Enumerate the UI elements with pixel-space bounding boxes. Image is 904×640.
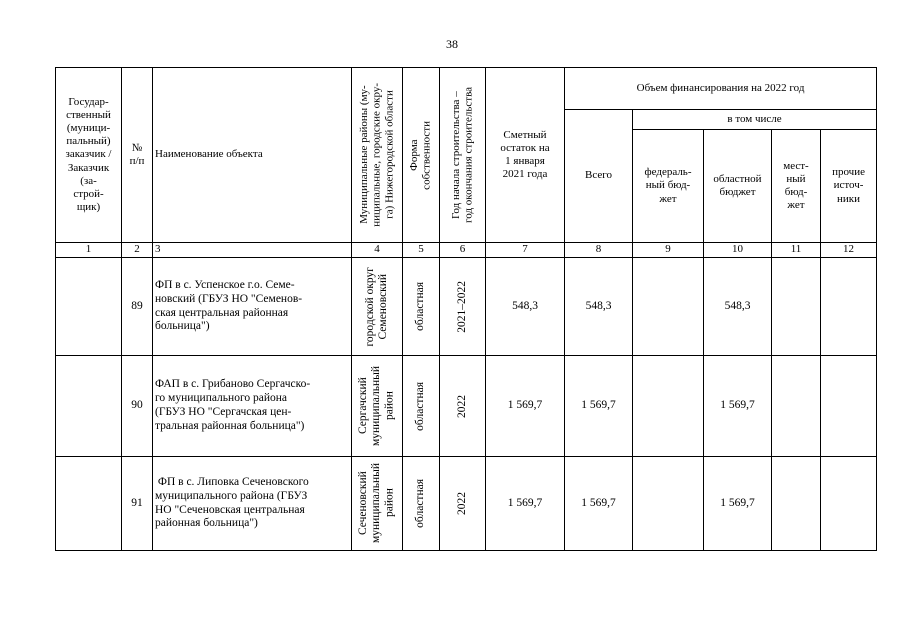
table-row	[56, 356, 877, 457]
col-number: 7	[486, 243, 565, 258]
col-number: 6	[440, 243, 486, 258]
cell-balance: 1 569,7	[486, 356, 565, 457]
cell-federal	[633, 457, 704, 551]
header-total: Всего	[565, 110, 633, 243]
cell-object-name: ФАП в с. Грибаново Сергачско- го муниципального района (ГБУЗ НО "Сергачская цен- тральная районная больница")	[153, 356, 352, 457]
cell-customer	[56, 356, 122, 457]
col-number: 2	[122, 243, 153, 258]
cell-balance: 548,3	[486, 258, 565, 356]
cell-regional: 1 569,7	[704, 457, 772, 551]
header-num: № п/п	[122, 68, 153, 243]
cell-num: 90	[122, 356, 153, 457]
cell-num: 91	[122, 457, 153, 551]
cell-customer	[56, 457, 122, 551]
col-number: 5	[403, 243, 440, 258]
cell-object-name: ФП в с. Липовка Сеченовского муниципального района (ГБУЗ НО "Сеченовская центральная районная больница")	[153, 457, 352, 551]
col-number: 11	[772, 243, 821, 258]
col-number: 8	[565, 243, 633, 258]
page-number: 38	[446, 37, 458, 51]
header-customer: Государ- ственный (муници- пальный) заказчик / Заказчик (за- строй- щик)	[56, 68, 122, 243]
cell-total: 548,3	[565, 258, 633, 356]
cell-balance: 1 569,7	[486, 457, 565, 551]
header-including: в том числе	[633, 110, 877, 130]
cell-customer	[56, 258, 122, 356]
col-number: 9	[633, 243, 704, 258]
column-numbers-row	[56, 243, 877, 258]
header-other: прочие источ- ники	[821, 130, 877, 243]
cell-years: 2022	[440, 457, 486, 551]
cell-federal	[633, 356, 704, 457]
financing-table	[55, 67, 877, 551]
cell-ownership: областная	[403, 258, 440, 356]
cell-district: Сеченовский муниципальный район	[352, 457, 403, 551]
cell-local	[772, 258, 821, 356]
cell-total: 1 569,7	[565, 457, 633, 551]
header-districts: Муниципальные районы (му- ниципальные, городские окру- га) Нижегородской области	[352, 68, 403, 243]
cell-other	[821, 258, 877, 356]
col-number: 12	[821, 243, 877, 258]
cell-total: 1 569,7	[565, 356, 633, 457]
header-regional: областной бюджет	[704, 130, 772, 243]
cell-other	[821, 356, 877, 457]
cell-ownership: областная	[403, 356, 440, 457]
col-number: 4	[352, 243, 403, 258]
cell-other	[821, 457, 877, 551]
cell-years: 2021–2022	[440, 258, 486, 356]
header-funding: Объем финансирования на 2022 год	[565, 68, 877, 110]
cell-regional: 548,3	[704, 258, 772, 356]
table-row	[56, 457, 877, 551]
col-number: 3	[153, 243, 352, 258]
table-row	[56, 258, 877, 356]
cell-ownership: областная	[403, 457, 440, 551]
cell-local	[772, 457, 821, 551]
header-ownership: Форма собственности	[403, 68, 440, 243]
cell-object-name: ФП в с. Успенское г.о. Семе- новский (ГБУЗ НО "Семенов- ская центральная районная больница")	[153, 258, 352, 356]
cell-district: городской округ Семеновский	[352, 258, 403, 356]
header-local: мест- ный бюд- жет	[772, 130, 821, 243]
header-object-name: Наименование объекта	[153, 68, 352, 243]
header-balance: Сметный остаток на 1 января 2021 года	[486, 68, 565, 243]
cell-district: Сергачский муниципальный район	[352, 356, 403, 457]
cell-local	[772, 356, 821, 457]
cell-federal	[633, 258, 704, 356]
cell-years: 2022	[440, 356, 486, 457]
header-federal: федераль- ный бюд- жет	[633, 130, 704, 243]
col-number: 1	[56, 243, 122, 258]
cell-regional: 1 569,7	[704, 356, 772, 457]
cell-num: 89	[122, 258, 153, 356]
col-number: 10	[704, 243, 772, 258]
header-years: Год начала строительства – год окончания строительства	[440, 68, 486, 243]
